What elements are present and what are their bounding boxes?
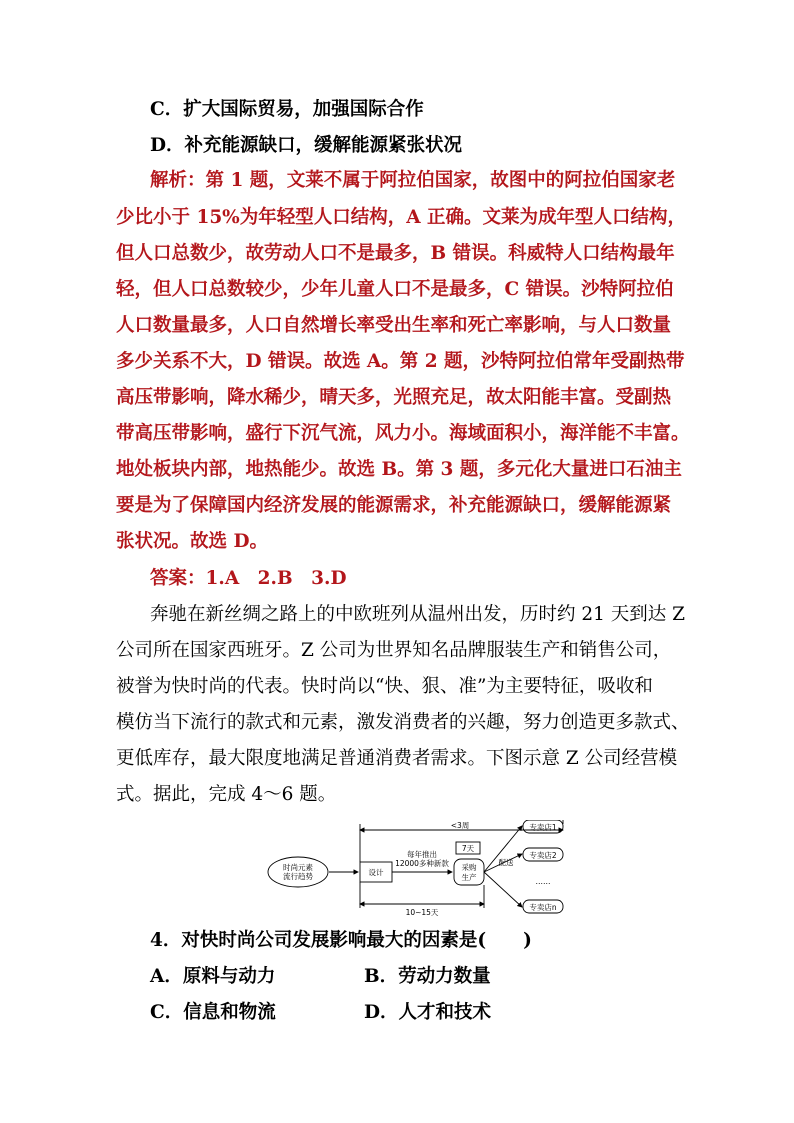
procure-text-1: 采购 — [461, 863, 477, 872]
passage-line-6: 式。据此，完成 4～6 题。 — [116, 784, 337, 805]
analysis-line-5: 人口数量最多，人口自然增长率受出生率和死亡率影响，与人口数量 — [116, 315, 672, 336]
option-d: D．补充能源缺口，缓解能源紧张状况 — [150, 135, 463, 156]
store-1-text: 专卖店1 — [529, 823, 557, 832]
analysis-line-1 — [150, 168, 675, 194]
question-4-option-c[interactable]: C．信息和物流 — [150, 1002, 276, 1023]
analysis-line-8: 带高压带影响，盛行下沉气流，风力小。海域面积小，海洋能不丰富。 — [116, 423, 690, 444]
analysis-line-2: 少比小于 15%为年轻型人口结构，A 正确。文莱为成年型人口结构， — [116, 207, 687, 228]
analysis-text-1: 第 1 题，文莱不属于阿拉伯国家，故图中的阿拉伯国家老 — [205, 170, 676, 191]
answer-text: 1.A 2.B 3.D — [205, 568, 347, 589]
analysis-line-6: 多少关系不大，D 错误。故选 A。第 2 题，沙特阿拉伯常年受副热带 — [116, 351, 685, 372]
procure-text-2: 生产 — [461, 873, 477, 882]
analysis-line-11: 张状况。故选 D。 — [116, 531, 268, 552]
trend-text-2: 流行趋势 — [283, 872, 313, 881]
analysis-line-10: 要是为了保障国内经济发展的能源需求，补充能源缺口，缓解能源紧 — [116, 495, 672, 516]
seven-days-text: 7天 — [461, 844, 475, 853]
passage-line-2: 公司所在国家西班牙。Z 公司为世界知名品牌服装生产和销售公司， — [116, 640, 672, 661]
store-2-text: 专卖店2 — [529, 851, 557, 860]
option-c: C．扩大国际贸易，加强国际合作 — [150, 99, 424, 120]
ten-fifteen-days-text: 10~15天 — [405, 908, 439, 917]
question-4-stem: 4．对快时尚公司发展影响最大的因素是( ) — [150, 930, 532, 951]
store-n-text: 专卖店n — [529, 903, 557, 912]
launch-text-1: 每年推出 — [407, 850, 437, 859]
answer-label: 答案： — [150, 568, 206, 589]
answer-line — [150, 566, 347, 592]
passage-line-4: 模仿当下流行的款式和元素，激发消费者的兴趣，努力创造更多款式、 — [116, 712, 690, 733]
analysis-line-7: 高压带影响，降水稀少，晴天多，光照充足，故太阳能丰富。受副热 — [116, 387, 672, 408]
passage-line-3: 被誉为快时尚的代表。快时尚以“快、狠、准”为主要特征，吸收和 — [116, 676, 653, 697]
analysis-line-4: 轻，但人口总数较少，少年儿童人口不是最多，C 错误。沙特阿拉伯 — [116, 279, 674, 300]
deliver-text: 配送 — [498, 858, 514, 867]
question-4-option-b[interactable]: B．劳动力数量 — [364, 966, 491, 987]
launch-text-2: 12000多种新款 — [395, 859, 449, 868]
under-three-weeks-text: <3周 — [450, 821, 470, 830]
passage-line-5: 更低库存，最大限度地满足普通消费者需求。下图示意 Z 公司经营模 — [116, 748, 678, 769]
question-4-option-d[interactable]: D．人才和技术 — [364, 1002, 492, 1023]
question-4-option-a[interactable]: A．原料与动力 — [150, 966, 276, 987]
analysis-line-9: 地处板块内部，地热能少。故选 B。第 3 题，多元化大量进口石油主 — [116, 459, 682, 480]
analysis-label: 解析： — [150, 170, 206, 191]
design-text: 设计 — [368, 868, 384, 877]
business-model-diagram — [260, 820, 580, 920]
analysis-line-3: 但人口总数少，故劳动人口不是最多，B 错误。科威特人口结构最年 — [116, 243, 675, 264]
ellipsis-text: …… — [535, 877, 551, 886]
passage-line-1: 奔驰在新丝绸之路上的中欧班列从温州出发，历时约 21 天到达 Z — [150, 604, 686, 625]
trend-text-1: 时尚元素 — [283, 863, 313, 872]
